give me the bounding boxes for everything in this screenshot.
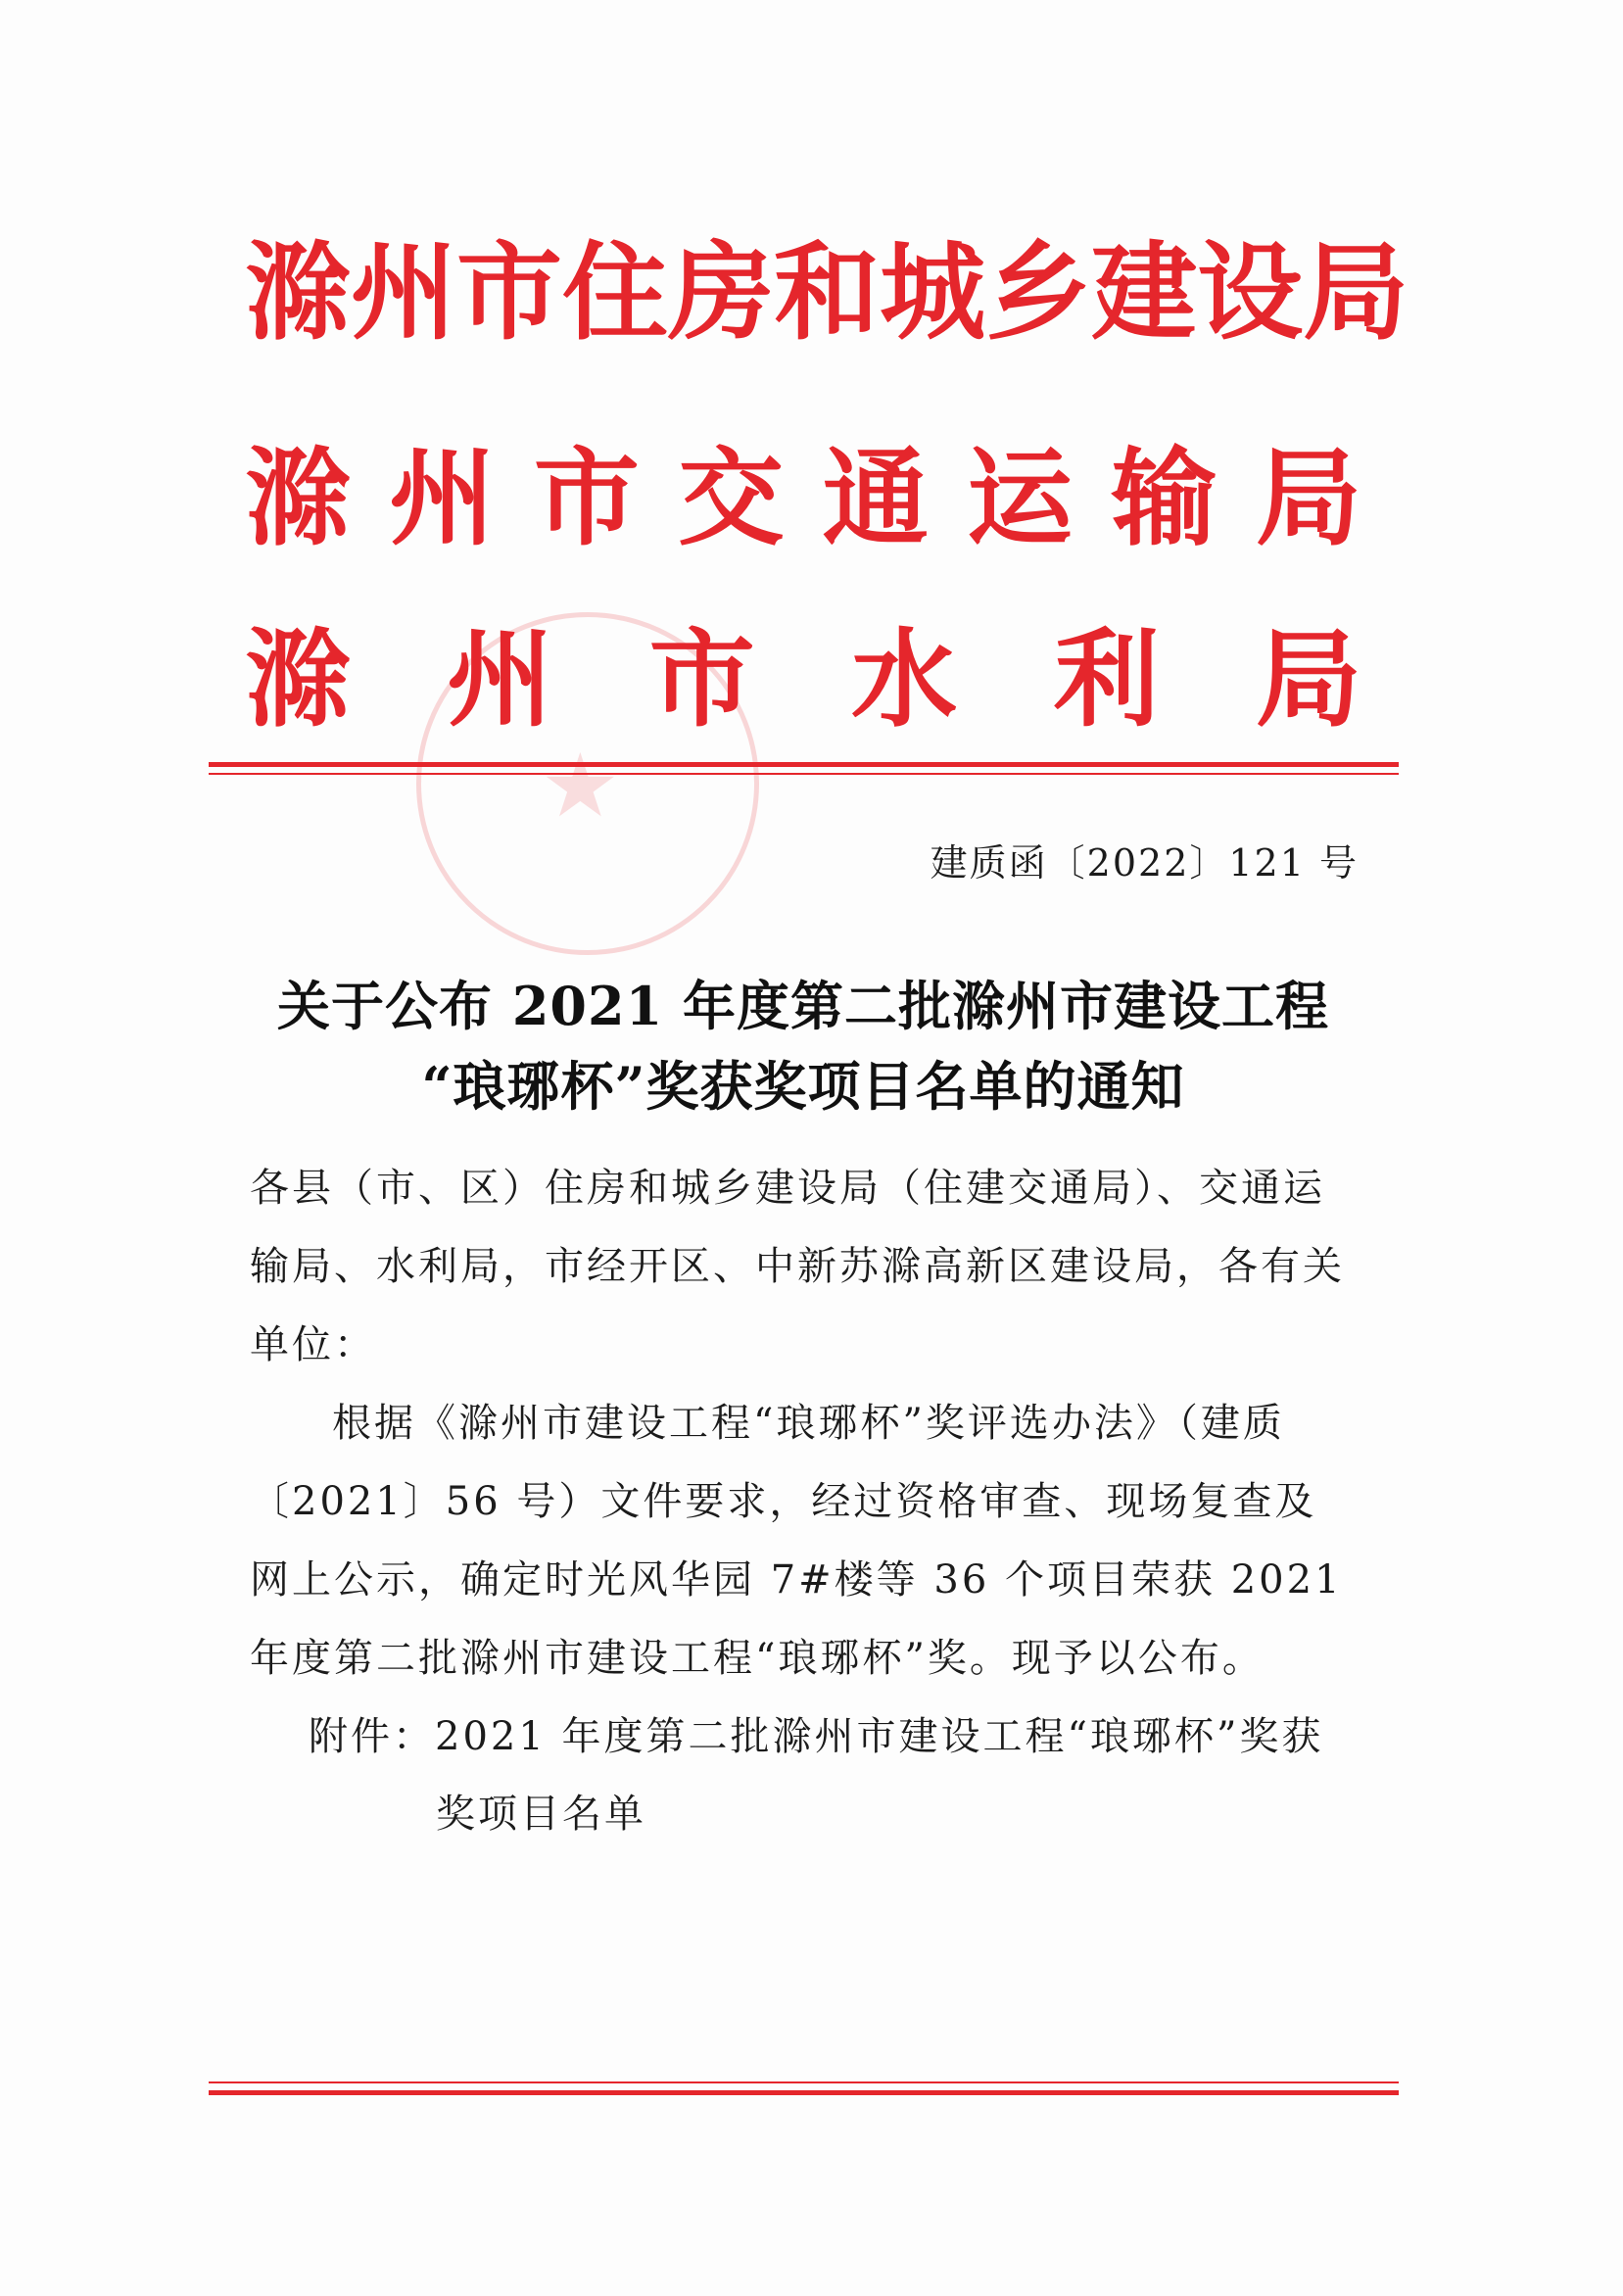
issuer-header-line-3 — [245, 618, 1361, 741]
document-title-line-2: “琅琊杯”奖获奖项目名单的通知 — [421, 1055, 1185, 1118]
header-char: 房 — [668, 231, 775, 355]
body-paragraph: 根据《滁州市建设工程“琅琊杯”奖评选办法》（建质〔2021〕56 号）文件要求，经过资格审查、现场复查及网上公示，确定时光风华园 7#楼等 36 个项目荣获 2021 年度第二批滁州市建设工程“琅琊杯”奖。现予以公布。 — [250, 1401, 1343, 1681]
header-divider-thick — [209, 762, 1399, 767]
header-char: 市 — [648, 618, 755, 741]
header-char: 输 — [1111, 437, 1217, 560]
header-char: 水 — [851, 618, 958, 741]
issuer-header-line-2 — [245, 437, 1361, 560]
header-char: 设 — [1197, 231, 1304, 355]
header-char: 交 — [678, 437, 785, 560]
header-char: 州 — [389, 437, 496, 560]
header-divider-thin — [209, 773, 1399, 775]
header-char: 州 — [447, 618, 553, 741]
header-char: 滁 — [245, 618, 352, 741]
header-char: 运 — [967, 437, 1074, 560]
header-char: 乡 — [985, 231, 1092, 355]
header-char: 住 — [562, 231, 669, 355]
footer-divider-thin — [209, 2081, 1399, 2083]
seal-star-icon: ★ — [541, 735, 620, 837]
document-number: 建质函〔2022〕121 号 — [930, 841, 1359, 885]
header-char: 局 — [1255, 437, 1361, 560]
header-char: 市 — [456, 231, 563, 355]
header-char: 和 — [774, 231, 881, 355]
header-char: 城 — [880, 231, 986, 355]
header-char: 滁 — [245, 231, 352, 355]
header-char: 建 — [1091, 231, 1198, 355]
header-char: 滁 — [245, 437, 352, 560]
footer-divider-thick — [209, 2090, 1399, 2095]
header-char: 局 — [1303, 231, 1409, 355]
issuer-header-line-1 — [245, 231, 1409, 355]
header-char: 局 — [1255, 618, 1361, 741]
header-char: 市 — [533, 437, 640, 560]
document-title-line-1: 关于公布 2021 年度第二批滁州市建设工程 — [277, 975, 1329, 1037]
header-char: 州 — [351, 231, 457, 355]
attachment-line-1: 附件：2021 年度第二批滁州市建设工程“琅琊杯”奖获 — [309, 1714, 1324, 1759]
header-char: 利 — [1053, 618, 1160, 741]
addressee: 各县（市、区）住房和城乡建设局（住建交通局）、交通运输局、水利局，市经开区、中新苏滁高新区建设局，各有关单位： — [250, 1166, 1345, 1367]
header-char: 通 — [822, 437, 929, 560]
attachment-line-2: 奖项目名单 — [436, 1792, 646, 1837]
